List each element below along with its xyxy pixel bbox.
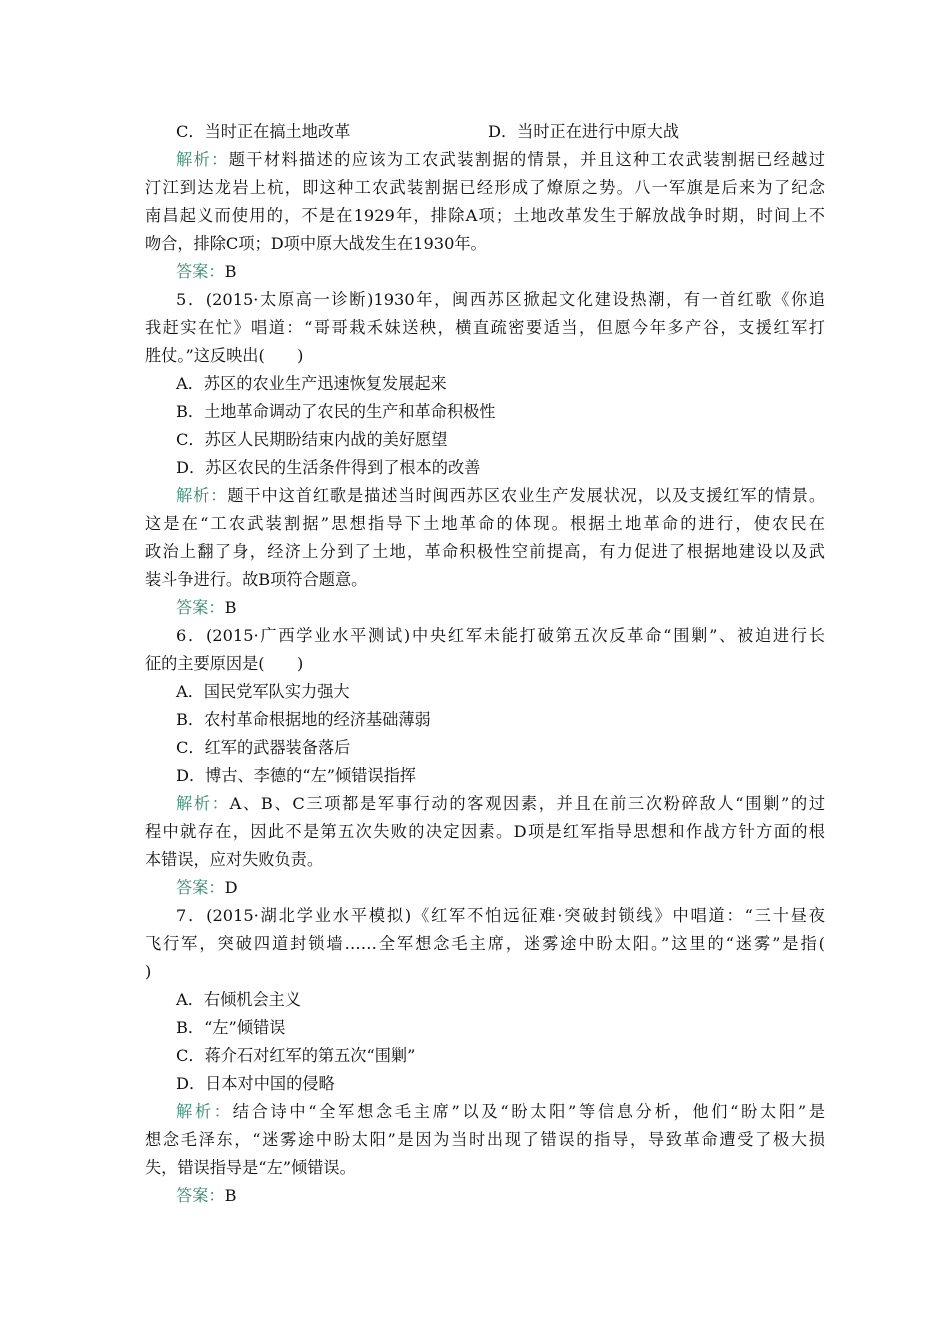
question-stem: 6．(2015·广西学业水平测试)中央红军未能打破第五次反革命“围剿”、被迫进行长 (176, 626, 825, 645)
option-b: B．土地革命调动了农民的生产和革命积极性 (176, 402, 496, 421)
explanation-line: 失，错误指导是“左”倾错误。 (145, 1158, 356, 1177)
answer-line (176, 874, 856, 902)
question-stem: 我赶实在忙》唱道：“哥哥栽禾妹送秧，横直疏密要适当，但愿今年多产谷，支援红军打 (145, 318, 825, 337)
answer-line (176, 594, 856, 622)
question-stem: 胜仗。”这反映出( ) (145, 346, 304, 365)
explanation-label: 解析： (176, 486, 228, 505)
answer-value: B (224, 598, 237, 617)
option-d: D．当时正在进行中原大战 (488, 122, 680, 141)
option-c: C．当时正在搞土地改革 (176, 122, 351, 141)
question-stem: ) (145, 962, 152, 981)
explanation-line: 汀江到达龙岩上杭，即这种工农武装割据已经形成了燎原之势。八一军旗是后来为了纪念 (145, 178, 825, 197)
explanation-line: 程中就存在，因此不是第五次失败的决定因素。D项是红军指导思想和作战方针方面的根 (145, 822, 825, 841)
explanation-line: 这是在“工农武装割据”思想指导下土地革命的体现。根据土地革命的进行，使农民在 (145, 514, 825, 533)
option-c: C．红军的武器装备落后 (176, 738, 351, 757)
answer-line (176, 1182, 856, 1210)
option-c: C．蒋介石对红军的第五次“围剿” (176, 1046, 416, 1065)
question-stem: 飞行军，突破四道封锁墙……全军想念毛主席，迷雾途中盼太阳。”这里的“迷雾”是指( (145, 934, 825, 953)
option-a: A．苏区的农业生产迅速恢复发展起来 (176, 374, 447, 393)
explanation-label: 解析： (176, 1102, 233, 1121)
answer-value: B (224, 262, 237, 281)
question-stem: 7．(2015·湖北学业水平模拟)《红军不怕远征难·突破封锁线》中唱道：“三十昼夜 (176, 906, 825, 925)
option-b: B．“左”倾错误 (176, 1018, 286, 1037)
option-c: C．苏区人民期盼结束内战的美好愿望 (176, 430, 448, 449)
explanation-label: 解析： (176, 794, 230, 813)
explanation-line: 装斗争进行。故B项符合题意。 (145, 570, 368, 589)
option-d: D．日本对中国的侵略 (176, 1074, 335, 1093)
answer-line (176, 258, 856, 286)
question-stem: 5．(2015·太原高一诊断)1930年，闽西苏区掀起文化建设热潮，有一首红歌《你追 (176, 290, 825, 309)
answer-value: B (224, 1186, 237, 1205)
explanation-line: 解析：结合诗中“全军想念毛主席”以及“盼太阳”等信息分析，他们“盼太阳”是 (176, 1102, 826, 1121)
answer-label: 答案： (176, 1186, 225, 1205)
explanation-line: 解析：题干中这首红歌是描述当时闽西苏区农业生产发展状况，以及支援红军的情景。 (176, 486, 826, 505)
explanation-line: 想念毛泽东，“迷雾途中盼太阳”是因为当时出现了错误的指导，导致革命遭受了极大损 (145, 1130, 825, 1149)
explanation-line: 解析：A、B、C三项都是军事行动的客观因素，并且在前三次粉碎敌人“围剿”的过 (176, 794, 826, 813)
option-a: A．国民党军队实力强大 (176, 682, 350, 701)
answer-label: 答案： (176, 598, 225, 617)
option-b: B．农村革命根据地的经济基础薄弱 (176, 710, 431, 729)
explanation-line: 解析：题干材料描述的应该为工农武装割据的情景，并且这种工农武装割据已经越过 (176, 150, 825, 169)
explanation-line: 吻合，排除C项；D项中原大战发生在1930年。 (145, 234, 487, 253)
explanation-line: 南昌起义而使用的，不是在1929年，排除A项；土地改革发生于解放战争时期，时间上不 (145, 206, 825, 225)
answer-label: 答案： (176, 878, 225, 897)
question-stem: 征的主要原因是( ) (145, 654, 304, 673)
answer-value: D (224, 878, 238, 897)
explanation-line: 政治上翻了身，经济上分到了土地，革命积极性空前提高，有力促进了根据地建设以及武 (145, 542, 825, 561)
option-d: D．苏区农民的生活条件得到了根本的改善 (176, 458, 481, 477)
answer-label: 答案： (176, 262, 225, 281)
explanation-label: 解析： (176, 150, 229, 169)
explanation-line: 本错误，应对失败负责。 (145, 850, 324, 869)
option-d: D．博古、李德的“左”倾错误指挥 (176, 766, 416, 785)
option-a: A．右倾机会主义 (176, 990, 302, 1009)
